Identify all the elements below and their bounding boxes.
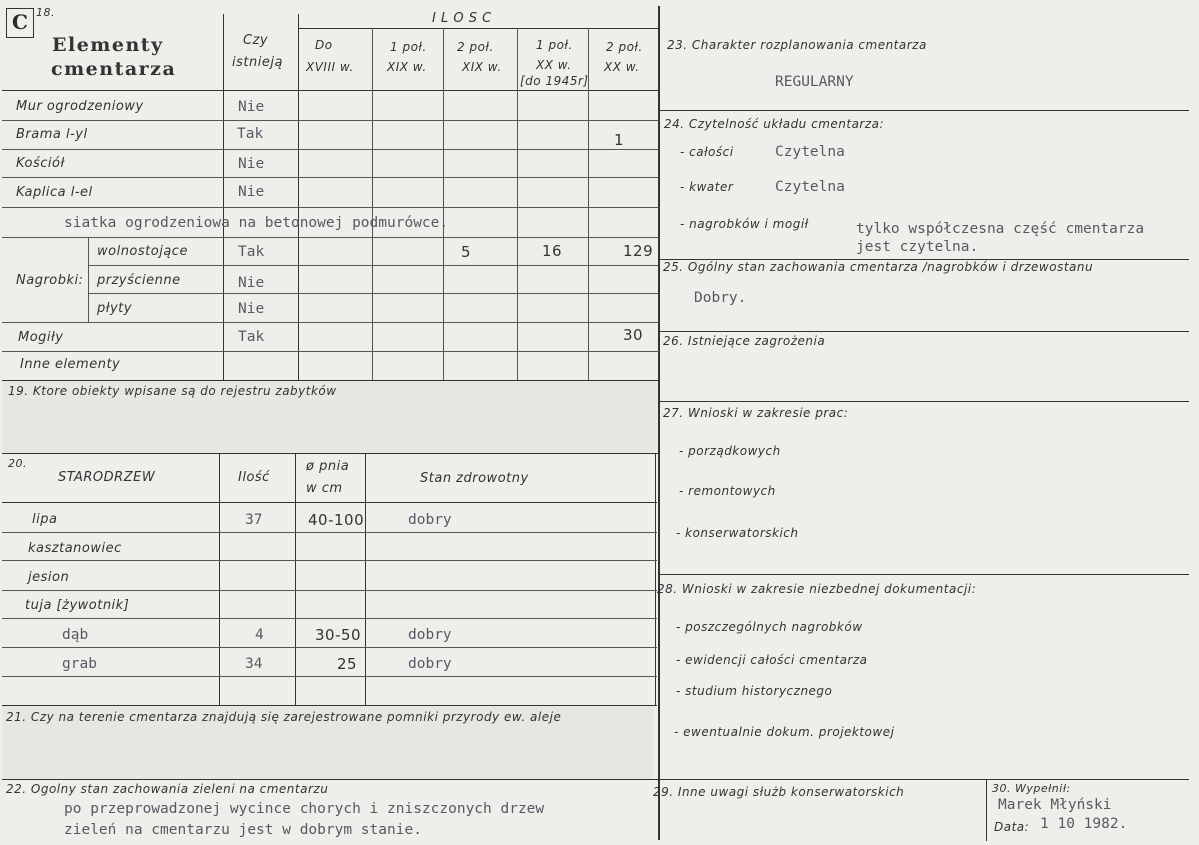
tree-1-dia: 40-100 [308, 511, 365, 529]
wolnostojace-p3: 5 [461, 243, 472, 261]
czytelnosc-nagrobkow-value2: jest czytelna. [856, 239, 979, 255]
section-28-label: 28. Wnioski w zakresie niezbednej dokumentacji: [657, 582, 977, 596]
tree-6-name: grab [62, 656, 97, 672]
section-24-label: 24. Czytelność układu cmentarza: [664, 117, 885, 131]
section-18-number: 18. [36, 6, 55, 19]
tree-6-count: 34 [245, 656, 263, 672]
row-brama-count: 1 [614, 131, 625, 149]
period-1-b: XVIII w. [306, 60, 354, 74]
section-19-label: 19. Ktore obiekty wpisane są do rejestru zabytków [8, 384, 337, 398]
section-25-value: Dobry. [694, 290, 747, 306]
row-mur-exists: Nie [238, 99, 265, 115]
section-29-label: 29. Inne uwagi służb konserwatorskich [653, 785, 905, 799]
fence-note: siatka ogrodzeniowa na betonowej podmurówce. [64, 215, 449, 231]
period-2-a: 1 poł. [390, 40, 427, 54]
mogily-count: 30 [623, 326, 644, 344]
mogily-label: Mogiły [18, 330, 64, 345]
section-23-value: REGULARNY [775, 74, 854, 90]
row-brama-exists: Tak [237, 126, 264, 142]
tree-6-dia: 25 [337, 655, 358, 673]
tree-5-dia: 30-50 [315, 626, 362, 644]
period-3-a: 2 poł. [457, 40, 494, 54]
tree-4-name: tuja [żywotnik] [25, 598, 130, 613]
section-25-label: 25. Ogólny stan zachowania cmentarza /nagrobków i drzewostanu [663, 260, 1094, 274]
tree-5-name: dąb [62, 627, 89, 643]
header-exist-1: Czy [243, 33, 269, 48]
row-kosciol-label: Kościół [16, 156, 65, 171]
inne-label: Inne elementy [20, 357, 121, 372]
row-mur-label: Mur ogrodzeniowy [16, 99, 144, 114]
period-4-a: 1 poł. [536, 38, 573, 52]
czytelnosc-kwater: - kwater [680, 180, 734, 194]
period-1-a: Do [315, 38, 333, 52]
tree-1-state: dobry [408, 512, 452, 528]
tree-5-state: dobry [408, 627, 452, 643]
nagrobki-label: Nagrobki: [16, 273, 84, 288]
period-4-b: XX w. [536, 58, 572, 72]
dok-studium: - studium historycznego [676, 684, 833, 698]
tree-3-name: jesion [28, 570, 70, 585]
section-26-label: 26. Istniejące zagrożenia [663, 334, 826, 348]
date-label: Data: [994, 820, 1030, 834]
title-elementy: Elementy [52, 34, 164, 56]
plyty-exists: Nie [238, 301, 265, 317]
section-30-label: 30. Wypełnił: [992, 782, 1071, 795]
section-23-label: 23. Charakter rozplanowania cmentarza [667, 38, 927, 52]
row-kaplica-exists: Nie [238, 184, 265, 200]
period-5-a: 2 poł. [606, 40, 643, 54]
wolnostojace-exists: Tak [238, 244, 265, 260]
dok-nagrobkow: - poszczególnych nagrobków [676, 620, 863, 634]
card-letter: C [6, 8, 34, 38]
starodrzew-header: STARODRZEW [58, 470, 156, 485]
wolnostojace-p5: 129 [623, 242, 654, 260]
czytelnosc-nagrobkow-value1: tylko współczesna część cmentarza [856, 221, 1145, 237]
przyscienne-exists: Nie [238, 275, 265, 291]
czytelnosc-calosci: - całości [680, 145, 734, 159]
title-cmentarza: cmentarza [51, 58, 177, 80]
mogily-exists: Tak [238, 329, 265, 345]
wnioski-remontowych: - remontowych [679, 484, 776, 498]
period-3-b: XIX w. [462, 60, 502, 74]
row-brama-label: Brama l-yl [16, 127, 88, 142]
row-kaplica-label: Kaplica l-el [16, 185, 93, 200]
section-20-number: 20. [8, 457, 27, 470]
tree-2-name: kasztanowiec [28, 541, 122, 556]
przyscienne-label: przyścienne [97, 273, 181, 288]
dok-ewidencji: - ewidencji całości cmentarza [676, 653, 868, 667]
czytelnosc-kwater-value: Czytelna [775, 179, 845, 195]
wnioski-porzadkowych: - porządkowych [679, 444, 781, 458]
period-4-c: [do 1945r] [520, 74, 589, 88]
dok-projektowej: - ewentualnie dokum. projektowej [674, 725, 895, 739]
tree-5-count: 4 [255, 627, 264, 643]
filled-by-name: Marek Młyński [998, 797, 1112, 813]
section-22-line2: zieleń na cmentarzu jest w dobrym stanie. [64, 822, 422, 838]
pnia-header: ø pnia [306, 459, 350, 474]
wolnostojace-label: wolnostojące [97, 244, 188, 259]
tree-1-name: lipa [32, 512, 58, 527]
section-27-label: 27. Wnioski w zakresie prac: [663, 406, 849, 420]
tree-6-state: dobry [408, 656, 452, 672]
row-kosciol-exists: Nie [238, 156, 265, 172]
stan-header: Stan zdrowotny [420, 471, 529, 486]
section-22-label: 22. Ogolny stan zachowania zieleni na cmentarzu [6, 782, 329, 796]
period-5-b: XX w. [604, 60, 640, 74]
date-value: 1 10 1982. [1040, 816, 1128, 832]
czytelnosc-calosci-value: Czytelna [775, 144, 845, 160]
czytelnosc-nagrobkow: - nagrobków i mogił [680, 217, 809, 231]
header-ilosc: I L O S C [432, 11, 492, 26]
wcm-header: w cm [306, 481, 343, 496]
section-21-label: 21. Czy na terenie cmentarza znajdują się zarejestrowane pomniki przyrody ew. aleje [6, 710, 562, 724]
tree-1-count: 37 [245, 512, 263, 528]
period-2-b: XIX w. [387, 60, 427, 74]
header-exist-2: istnieją [232, 55, 283, 70]
ilosc-header: Ilość [238, 470, 270, 485]
wolnostojace-p4: 16 [542, 242, 563, 260]
wnioski-konserwatorskich: - konserwatorskich [676, 526, 799, 540]
plyty-label: płyty [97, 301, 132, 316]
section-22-line1: po przeprowadzonej wycince chorych i zniszczonych drzew [64, 801, 545, 817]
